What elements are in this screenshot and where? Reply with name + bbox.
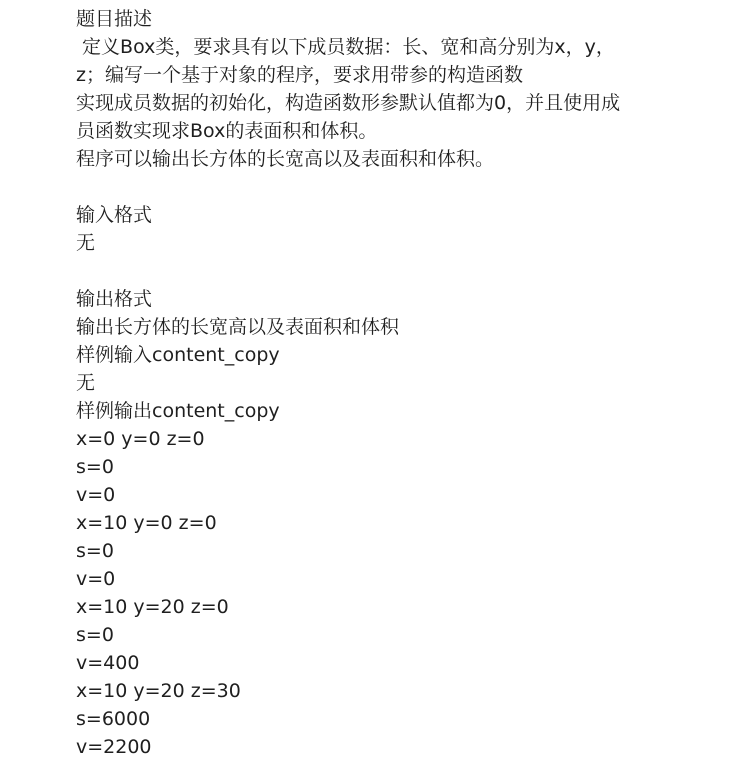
sample-output-line: s=0 bbox=[76, 456, 114, 478]
sample-output-line: v=2200 bbox=[76, 736, 152, 758]
sample-output-line: v=400 bbox=[76, 652, 140, 674]
output-format-heading: 输出格式 bbox=[76, 288, 153, 310]
description-line: z；编写一个基于对象的程序，要求用带参的构造函数 bbox=[76, 64, 523, 86]
description-line: 程序可以输出长方体的长宽高以及表面积和体积。 bbox=[76, 148, 495, 170]
description-line: 实现成员数据的初始化，构造函数形参默认值都为0，并且使用成 bbox=[76, 92, 621, 114]
sample-input-text: 无 bbox=[76, 372, 96, 394]
spacer bbox=[76, 173, 696, 201]
sample-output-line: x=0 y=0 z=0 bbox=[76, 428, 205, 450]
sample-output-line: x=10 y=20 z=30 bbox=[76, 680, 241, 702]
description-line: 定义Box类，要求具有以下成员数据：长、宽和高分别为x，y， bbox=[76, 36, 615, 58]
sample-output-line: v=0 bbox=[76, 484, 116, 506]
spacer bbox=[76, 257, 696, 285]
sample-output-line: s=6000 bbox=[76, 708, 151, 730]
description-heading: 题目描述 bbox=[76, 8, 153, 30]
sample-output-heading: 样例输出content_copy bbox=[76, 400, 280, 422]
sample-output-line: s=0 bbox=[76, 540, 114, 562]
sample-output-line: x=10 y=20 z=0 bbox=[76, 596, 229, 618]
sample-output-line: x=10 y=0 z=0 bbox=[76, 512, 217, 534]
output-format-text: 输出长方体的长宽高以及表面积和体积 bbox=[76, 316, 400, 338]
input-format-heading: 输入格式 bbox=[76, 204, 153, 226]
input-format-text: 无 bbox=[76, 232, 96, 254]
sample-output-line: s=0 bbox=[76, 624, 114, 646]
description-line: 员函数实现求Box的表面积和体积。 bbox=[76, 120, 378, 142]
problem-statement bbox=[76, 5, 696, 761]
sample-output-line: v=0 bbox=[76, 568, 116, 590]
sample-input-heading: 样例输入content_copy bbox=[76, 344, 280, 366]
